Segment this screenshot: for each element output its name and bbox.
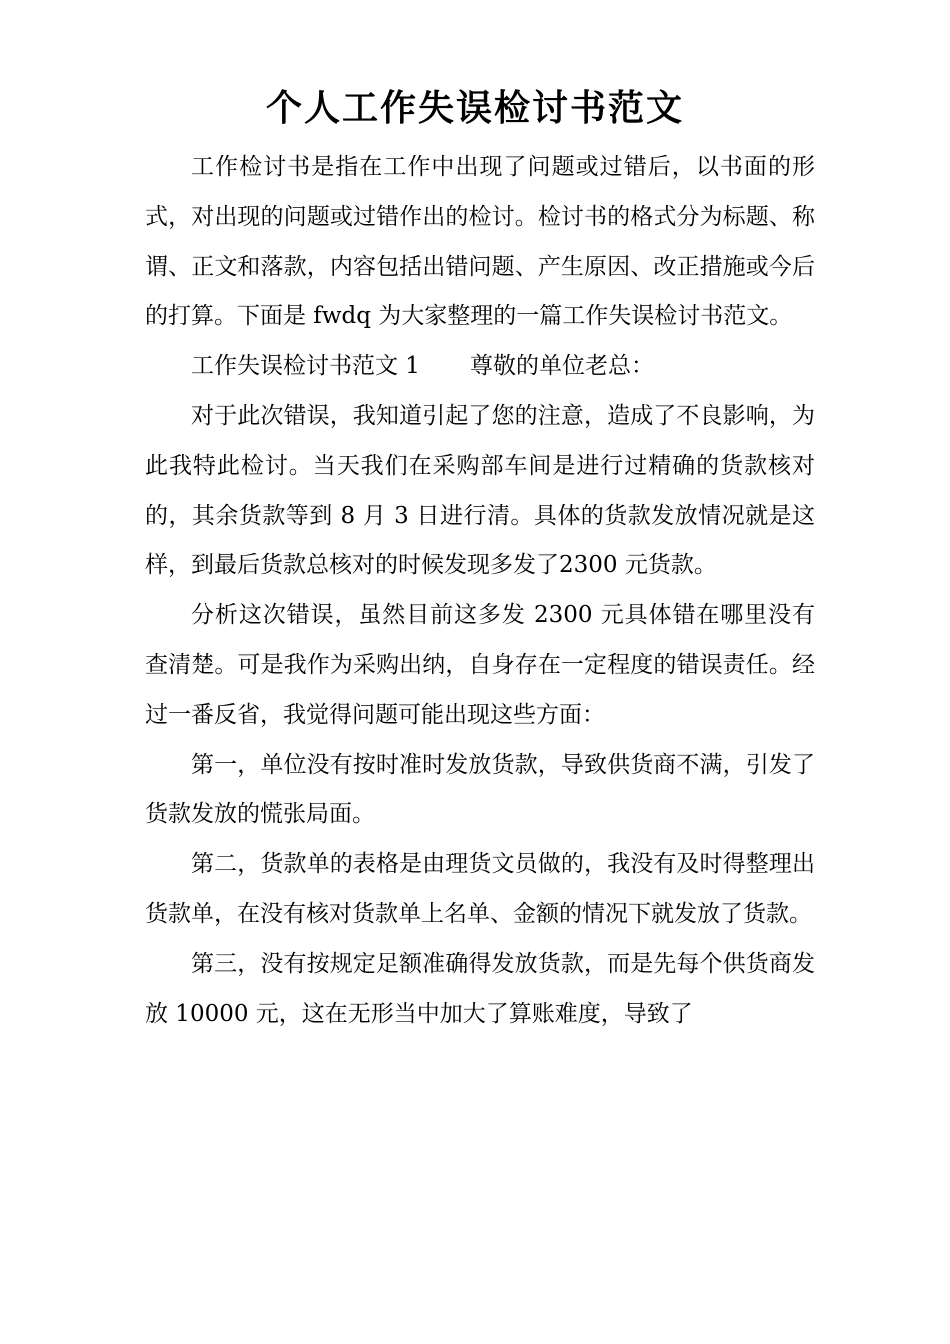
section-heading: 工作失误检讨书范文 1 <box>191 353 420 380</box>
body-paragraph: 分析这次错误，虽然目前这多发 2300 元具体错在哪里没有查清楚。可是我作为采购出纳，自身存在一定程度的错误责任。经过一番反省，我觉得问题可能出现这些方面： <box>145 602 815 728</box>
body-paragraph: 第二，货款单的表格是由理货文员做的，我没有及时得整理出货款单，在没有核对货款单上名单、金额的情况下就发放了货款。 <box>145 851 815 927</box>
intro-paragraph: 工作检讨书是指在工作中出现了问题或过错后，以书面的形式，对出现的问题或过错作出的检讨。检讨书的格式分为标题、称谓、正文和落款，内容包括出错问题、产生原因、改正措施或今后的打算。下面是 fwdq 为大家整理的一篇工作失误检讨书范文。 <box>145 154 815 330</box>
document-title: 个人工作失误检讨书范文 <box>265 87 684 129</box>
body-paragraph: 第三，没有按规定足额准确得发放货款，而是先每个供货商发放 10000 元，这在无形当中加大了算账难度，导致了 <box>145 950 815 1027</box>
body-paragraph: 第一，单位没有按时准时发放货款，导致供货商不满，引发了货款发放的慌张局面。 <box>145 751 815 828</box>
document-body <box>145 143 815 1039</box>
body-paragraph: 对于此次错误，我知道引起了您的注意，造成了不良影响，为此我特此检讨。当天我们在采购部车间是进行过精确的货款核对的，其余货款等到 8 月 3 日进行清。具体的货款发放情况就是这样，到最后货款总核对的时候发现多发了2300 元货款。 <box>145 402 815 579</box>
section-heading-line <box>145 342 815 392</box>
salutation: 尊敬的单位老总： <box>469 353 654 380</box>
